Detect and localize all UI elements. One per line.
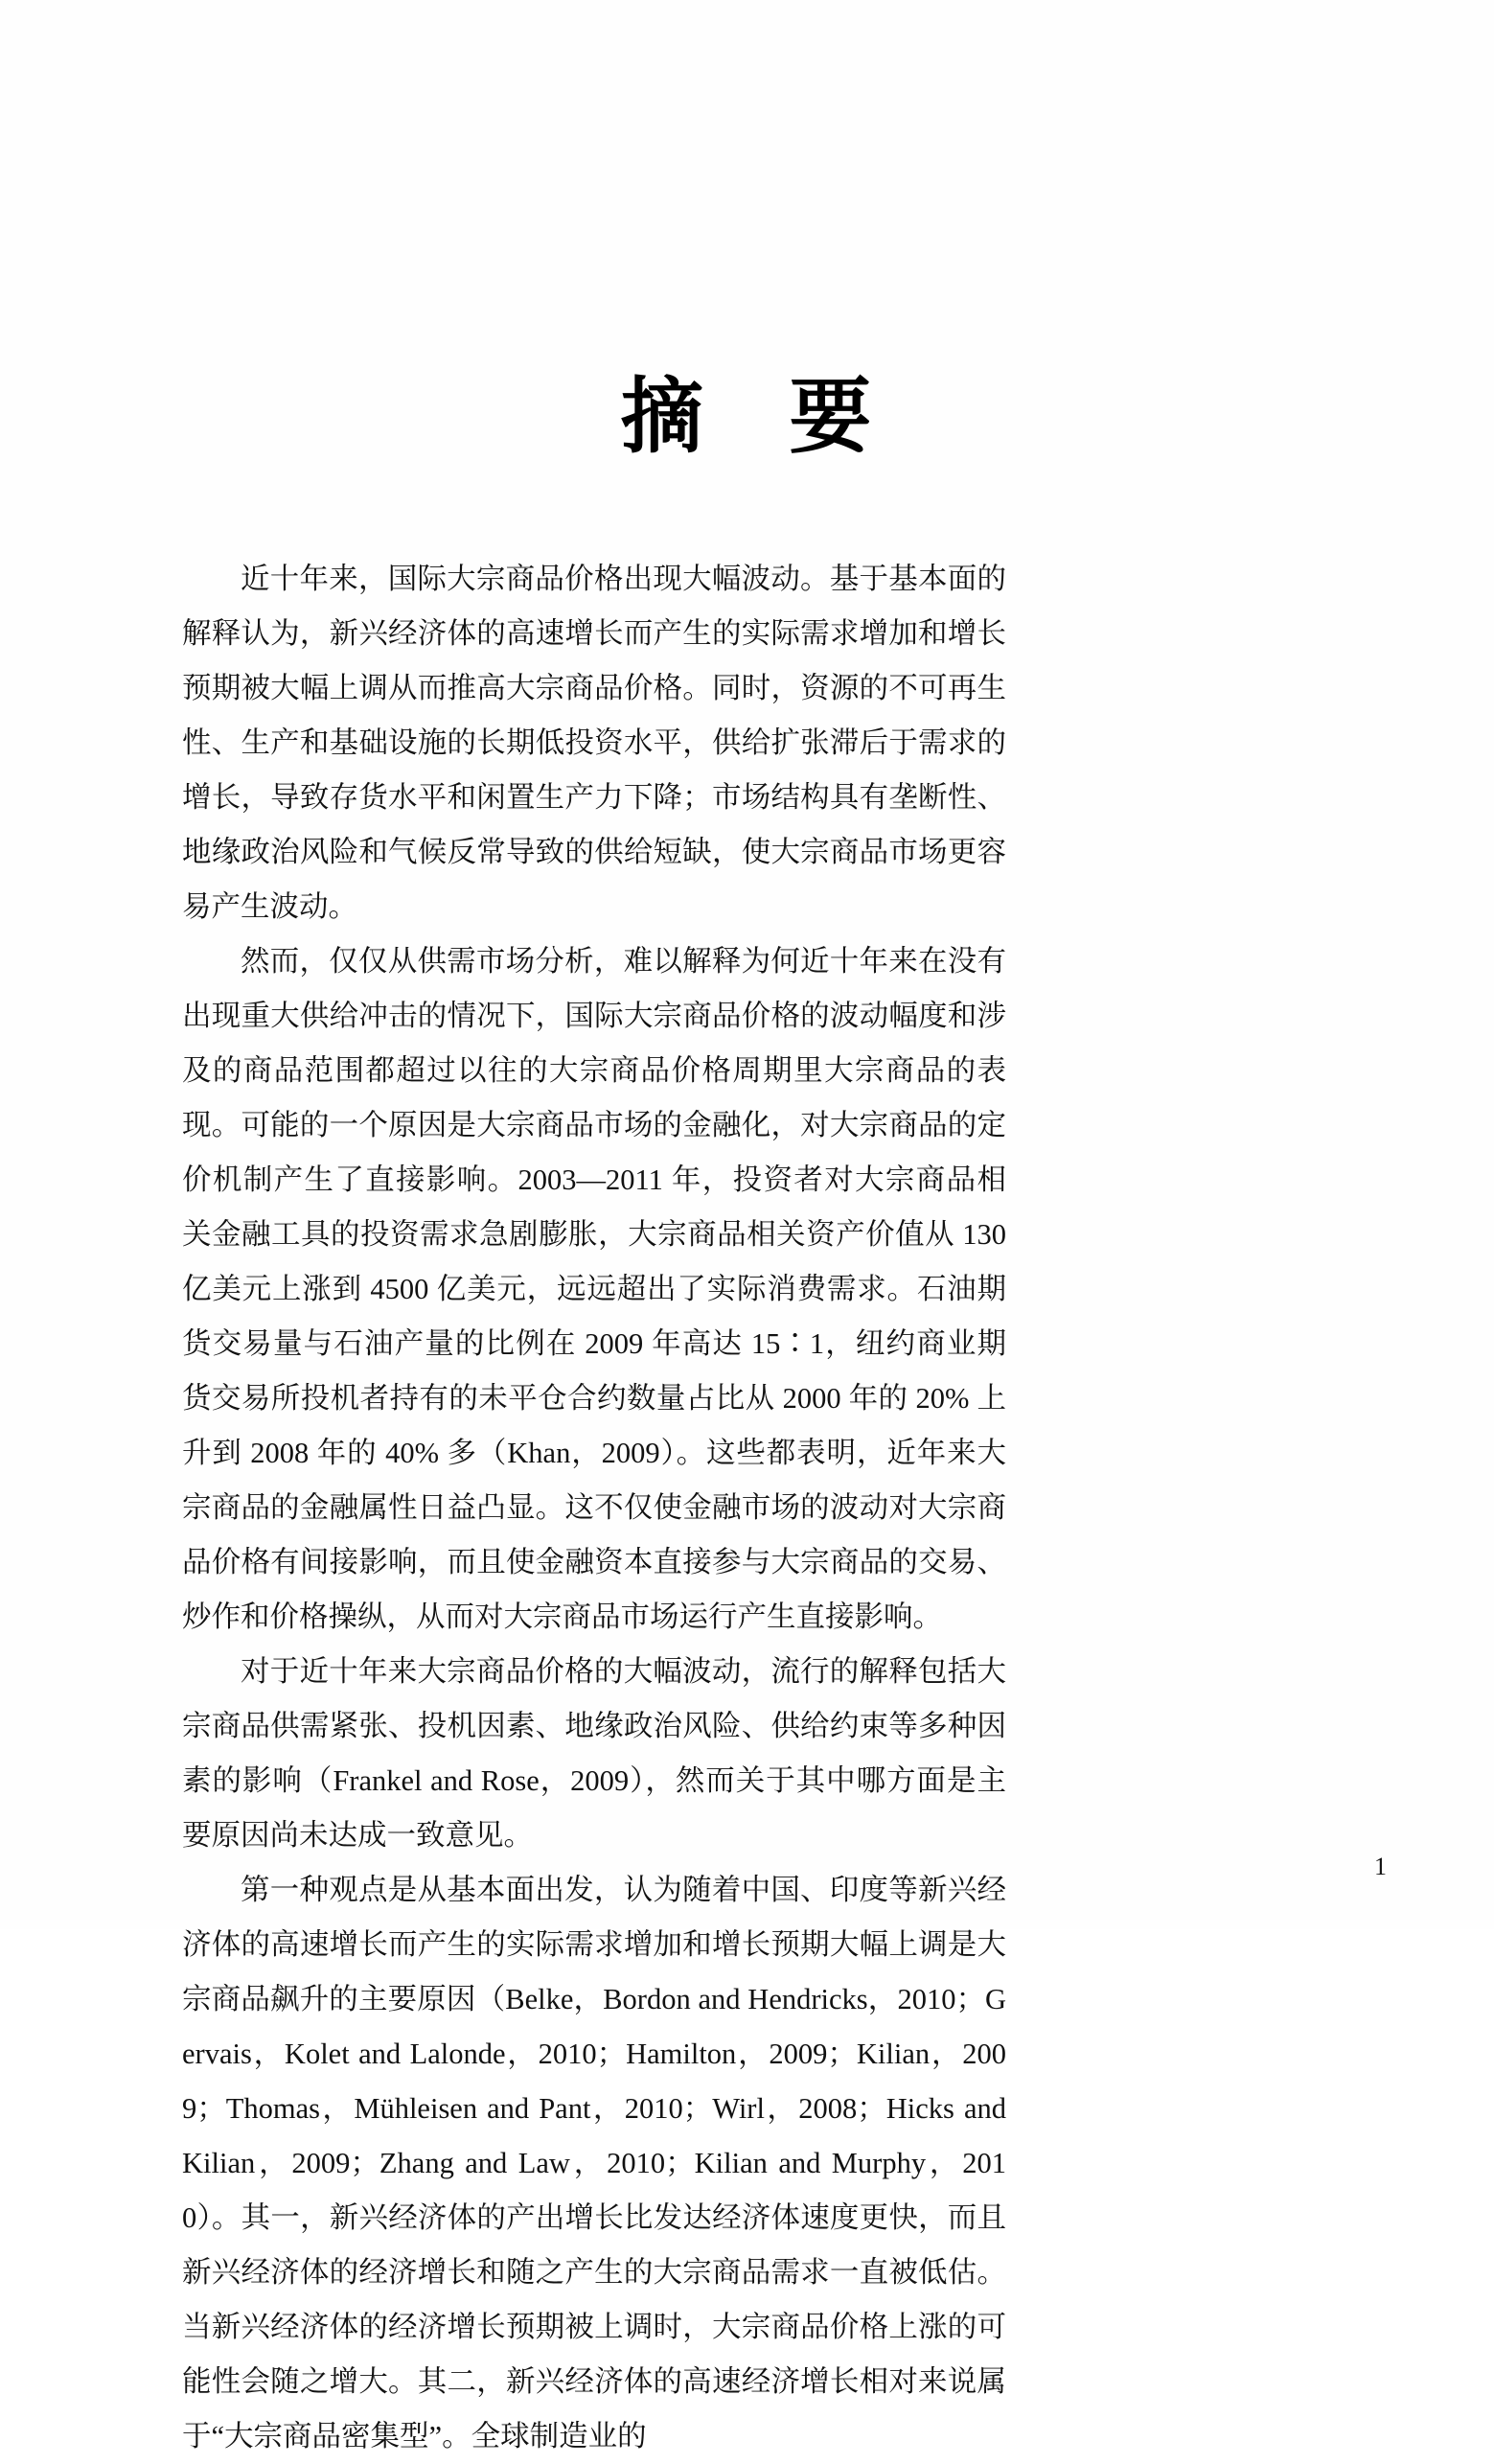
paragraph-3: 对于近十年来大宗商品价格的大幅波动，流行的解释包括大宗商品供需紧张、投机因素、地缘政治风险、供给约束等多种因素的影响（Frankel and Rose，2009），然而关于其中哪方面是主要原因尚未达成一致意见。 bbox=[182, 1655, 1006, 1852]
body-text-column bbox=[182, 552, 1006, 2464]
paragraph-4: 第一种观点是从基本面出发，认为随着中国、印度等新兴经济体的高速增长而产生的实际需求增加和增长预期大幅上调是大宗商品飙升的主要原因（Belke，Bordon and Hendricks，2010；Gervais，Kolet and Lalonde，2010；Hamilton，2009；Kilian，2009；Thomas，Mühleisen and Pant，2010；Wirl，2008；Hicks and Kilian，2009；Zhang and Law，2010；Kilian and Murphy，2010）。其一，新兴经济体的产出增长比发达经济体速度更快，而且新兴经济体的经济增长和随之产生的大宗商品需求一直被低估。当新兴经济体的经济增长预期被上调时，大宗商品价格上涨的可能性会随之增大。其二，新兴经济体的高速经济增长相对来说属于“大宗商品密集型”。全球制造业的 bbox=[182, 1874, 1006, 2452]
paragraph-2: 然而，仅仅从供需市场分析，难以解释为何近十年来在没有出现重大供给冲击的情况下，国际大宗商品价格的波动幅度和涉及的商品范围都超过以往的大宗商品价格周期里大宗商品的表现。可能的一个原因是大宗商品市场的金融化，对大宗商品的定价机制产生了直接影响。2003—2011 年，投资者对大宗商品相关金融工具的投资需求急剧膨胀，大宗商品相关资产价值从 130 亿美元上涨到 4500 亿美元，远远超出了实际消费需求。石油期货交易量与石油产量的比例在 2009 年高达 15∶1，纽约商业期货交易所投机者持有的未平仓合约数量占比从 2000 年的 20% 上升到 2008 年的 40% 多（Khan，2009）。这些都表明，近年来大宗商品的金融属性日益凸显。这不仅使金融市场的波动对大宗商品价格有间接影响，而且使金融资本直接参与大宗商品的交易、炒作和价格操纵，从而对大宗商品市场运行产生直接影响。 bbox=[182, 945, 1006, 1633]
paragraph-1: 近十年来，国际大宗商品价格出现大幅波动。基于基本面的解释认为，新兴经济体的高速增长而产生的实际需求增加和增长预期被大幅上调从而推高大宗商品价格。同时，资源的不可再生性、生产和基础设施的长期低投资水平，供给扩张滞后于需求的增长，导致存货水平和闲置生产力下降；市场结构具有垄断性、地缘政治风险和气候反常导致的供给短缺，使大宗商品市场更容易产生波动。 bbox=[182, 563, 1006, 923]
page-number: 1 bbox=[1374, 1853, 1387, 1880]
page-title: 摘 要 bbox=[620, 370, 874, 463]
